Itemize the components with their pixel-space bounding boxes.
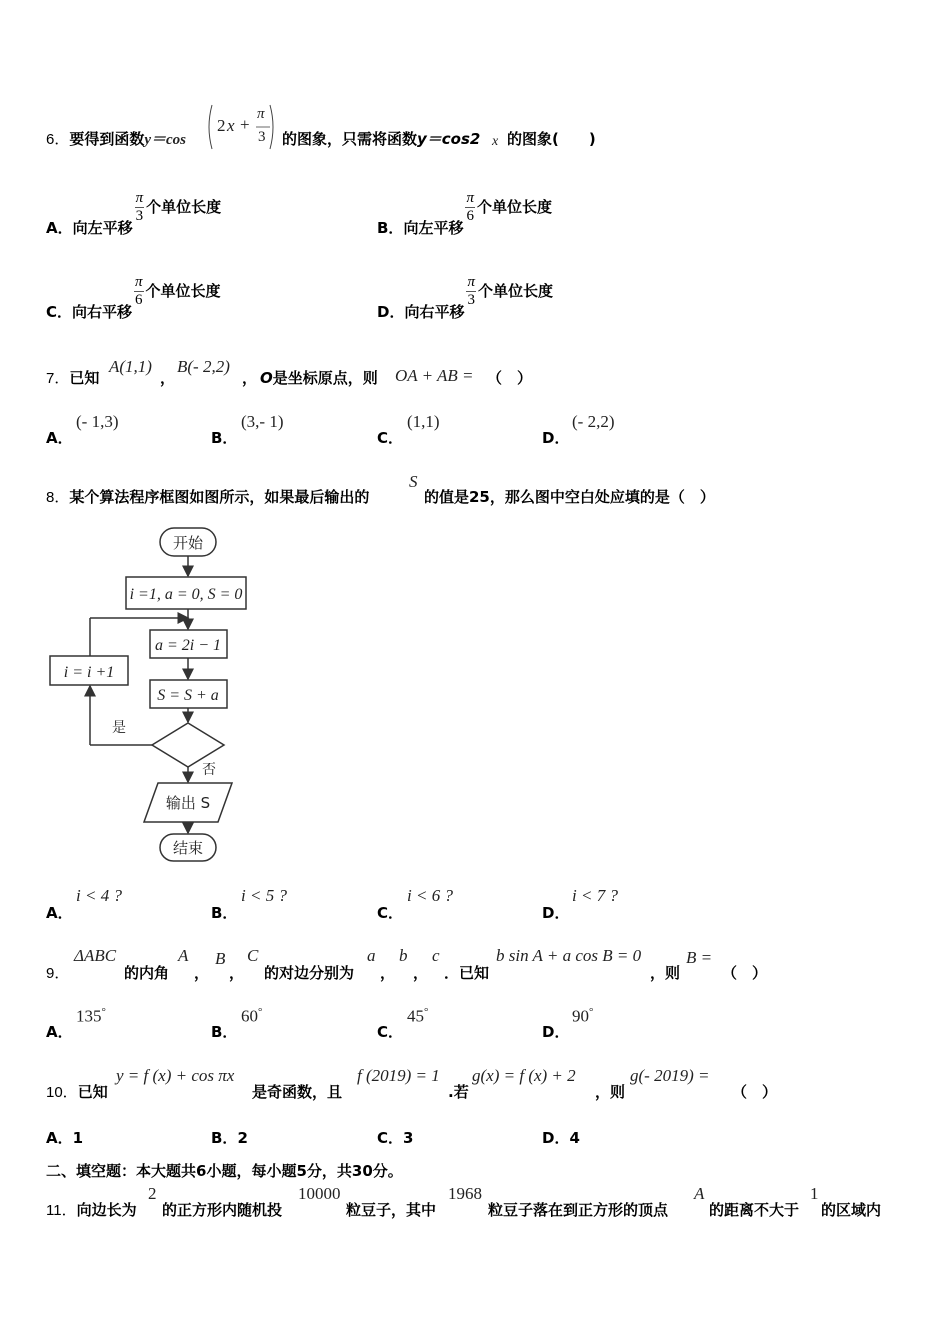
flow-end-label: 结束 xyxy=(172,839,204,857)
q9-option-b-letter: B． xyxy=(211,1023,238,1041)
q10-text-c: .若 xyxy=(448,1083,469,1101)
q11-total-beans: 10000 xyxy=(298,1184,341,1203)
q8-number: 8． xyxy=(46,489,70,506)
q9-comma-3: ， xyxy=(380,964,396,982)
q10-option-c-value: 3 xyxy=(403,1129,414,1147)
q11-text-c: 粒豆子，其中 xyxy=(346,1201,437,1219)
q6-option-c[interactable] xyxy=(46,274,221,321)
q6-option-d-letter: D． xyxy=(377,303,405,321)
q10-text-d: ，则 xyxy=(595,1083,626,1101)
q7-text-c: （ ） xyxy=(487,369,533,387)
q10-function: y = f (x) + cos πx xyxy=(116,1066,235,1085)
q10-option-a-value: 1 xyxy=(72,1129,84,1147)
q9-side-a: a xyxy=(367,946,376,965)
q9-comma-1: ， xyxy=(194,964,210,982)
q10-option-c-letter: C． xyxy=(377,1129,404,1147)
q7-point-b: B(- 2,2) xyxy=(177,357,230,376)
q9-angle-b: B xyxy=(215,949,226,968)
q8-option-d-value: i < 7 ? xyxy=(572,886,618,905)
q11-inside-beans: 1968 xyxy=(448,1184,482,1203)
q6-option-d[interactable] xyxy=(377,274,553,321)
q10-text-e: （ ） xyxy=(732,1083,778,1101)
flow-start-label: 开始 xyxy=(172,534,204,552)
q7-number: 7． xyxy=(46,370,70,387)
q8-option-b-value: i < 5 ? xyxy=(241,886,287,905)
q6-option-c-letter: C． xyxy=(46,303,73,321)
q6-func2: y＝cos2 xyxy=(417,130,481,148)
q6-option-c-pre: 向右平移 xyxy=(72,303,133,321)
flow-no-label: 否 xyxy=(202,762,216,778)
q11-text-d: 粒豆子落在到正方形的顶点 xyxy=(488,1201,669,1219)
q8-s-variable: S xyxy=(409,472,418,491)
q6-option-b[interactable] xyxy=(377,190,552,237)
q10-stem xyxy=(46,1081,108,1102)
q6-stem xyxy=(46,128,186,149)
q10-g-definition: g(x) = f (x) + 2 xyxy=(472,1066,576,1085)
q7-option-b-value: (3,- 1) xyxy=(241,412,284,431)
q9-number: 9． xyxy=(46,965,70,982)
q6-arg-2: 2 xyxy=(217,116,226,135)
q6-option-a-pre: 向左平移 xyxy=(72,219,133,237)
q7-stem-rest xyxy=(260,367,378,388)
q6-text-a: 要得到函数 xyxy=(69,130,145,148)
q7-comma-1: ， xyxy=(160,369,176,387)
q6-option-d-fraction: $\frac{\pi}{3}$ xyxy=(467,274,475,308)
section-2-heading: 二、填空题：本大题共6小题，每小题5分，共30分。 xyxy=(46,1162,403,1180)
flow-increment-label: i = i +1 xyxy=(63,664,115,681)
q7-option-b-letter: B． xyxy=(211,429,238,447)
q11-vertex-a: A xyxy=(694,1184,705,1203)
q6-stem-rest xyxy=(282,128,480,149)
q6-arg-3: 3 xyxy=(258,129,266,145)
q7-expression: OA + AB = xyxy=(395,366,474,385)
q8-option-a-value: i < 4 ? xyxy=(76,886,122,905)
q7-stem xyxy=(46,367,99,388)
q6-option-a-post: 个单位长度 xyxy=(146,198,222,216)
q7-point-a: A(1,1) xyxy=(109,357,152,376)
q9-text-d: ，则 xyxy=(650,964,681,982)
q8-stem xyxy=(46,486,369,507)
q9-option-d-value: 90° xyxy=(572,1006,594,1026)
q6-option-c-fraction: $\frac{\pi}{6}$ xyxy=(135,274,143,308)
q9-option-c-value: 45° xyxy=(407,1006,429,1026)
q7-option-d-letter: D． xyxy=(542,429,570,447)
q6-option-b-letter: B． xyxy=(377,219,404,237)
q11-text-a: 向边长为 xyxy=(76,1201,137,1219)
q10-question: g(- 2019) = xyxy=(630,1066,710,1085)
q8-option-a-letter: A． xyxy=(46,904,73,922)
q9-angle-c: C xyxy=(247,946,259,965)
q7-option-c-value: (1,1) xyxy=(407,412,440,431)
q6-option-b-pre: 向左平移 xyxy=(403,219,464,237)
q11-text-e: 的距离不大于 xyxy=(709,1201,800,1219)
q10-text-a: 已知 xyxy=(77,1083,108,1101)
flow-yes-label: 是 xyxy=(112,720,126,736)
q8-text-b: 的值是25，那么图中空白处应填的是（ ） xyxy=(424,488,715,506)
q7-option-c-letter: C． xyxy=(377,429,404,447)
q9-side-b: b xyxy=(399,946,408,965)
q9-option-d-letter: D． xyxy=(542,1023,570,1041)
q8-option-c-letter: C． xyxy=(377,904,404,922)
q10-option-d-value: 4 xyxy=(569,1129,580,1147)
q7-comma-2: ， xyxy=(242,369,258,387)
flow-init-label: i =1, a = 0, S = 0 xyxy=(129,586,243,603)
q9-text-e: （ ） xyxy=(722,964,768,982)
q11-side-length: 2 xyxy=(148,1184,157,1203)
q10-option-d-letter: D． xyxy=(542,1129,570,1147)
q9-side-c: c xyxy=(432,946,440,965)
q11-number: 11． xyxy=(46,1202,77,1219)
q10-option-a[interactable] xyxy=(46,1127,83,1148)
q6-func1: y＝cos xyxy=(144,132,187,148)
q6-argument xyxy=(204,103,276,151)
q7-option-a-letter: A． xyxy=(46,429,73,447)
q6-text-c: 的图象( ) xyxy=(507,130,596,148)
q7-option-a-value: (- 1,3) xyxy=(76,412,119,431)
q7-text-b: 是坐标原点，则 xyxy=(272,369,378,387)
q10-option-a-letter: A． xyxy=(46,1129,73,1147)
q10-number: 10． xyxy=(46,1084,78,1101)
q9-text-a: 的内角 xyxy=(124,964,170,982)
q6-number: 6． xyxy=(46,131,70,148)
q6-option-a[interactable] xyxy=(46,190,222,237)
q8-text-a: 某个算法程序框图如图所示，如果最后输出的 xyxy=(69,488,370,506)
q8-option-c-value: i < 6 ? xyxy=(407,886,453,905)
q10-text-b: 是奇函数，且 xyxy=(252,1083,343,1101)
q8-flowchart xyxy=(40,522,260,867)
flow-output-label: 输出 S xyxy=(165,794,211,812)
q11-text-f: 的区域内 xyxy=(821,1201,882,1219)
flow-step-s-label: S = S + a xyxy=(157,687,219,704)
q9-option-c-letter: C． xyxy=(377,1023,404,1041)
q9-option-a-letter: A． xyxy=(46,1023,73,1041)
q6-option-a-fraction: $\frac{\pi}{3}$ xyxy=(135,190,144,224)
flow-decision-diamond xyxy=(152,723,224,767)
q6-text-b: 的图象，只需将函数 xyxy=(282,130,418,148)
q9-comma-4: ， xyxy=(413,964,429,982)
q9-option-a-value: 135° xyxy=(76,1006,106,1026)
q6-func2-x: x xyxy=(492,134,499,149)
q9-comma-2: ， xyxy=(229,964,245,982)
q9-text-c: ．已知 xyxy=(444,964,490,982)
q6-option-c-post: 个单位长度 xyxy=(145,282,221,300)
q9-b-equals: B = xyxy=(686,948,713,967)
q7-option-d-value: (- 2,2) xyxy=(572,412,615,431)
q7-origin-o: O xyxy=(260,369,273,387)
flow-step-a-label: a = 2i − 1 xyxy=(154,637,222,654)
q11-stem xyxy=(46,1199,137,1220)
q6-arg-x: x xyxy=(227,116,235,135)
q6-option-a-letter: A． xyxy=(46,219,73,237)
q9-triangle: ΔABC xyxy=(74,946,117,965)
q8-option-b-letter: B． xyxy=(211,904,238,922)
q10-option-c[interactable] xyxy=(377,1127,413,1148)
q11-radius: 1 xyxy=(810,1184,819,1203)
q9-angle-a: A xyxy=(178,946,189,965)
q11-text-b: 的正方形内随机投 xyxy=(162,1201,283,1219)
q9-equation: b sin A + a cos B = 0 xyxy=(496,946,642,965)
q7-text-a: 已知 xyxy=(69,369,100,387)
q10-option-b-letter: B． xyxy=(211,1129,238,1147)
q10-option-b-value: 2 xyxy=(237,1129,248,1147)
q10-option-b[interactable] xyxy=(211,1127,248,1148)
q6-arg-plus: + xyxy=(240,115,250,134)
q10-given: f (2019) = 1 xyxy=(357,1066,440,1085)
q9-text-b: 的对边分别为 xyxy=(264,964,355,982)
q9-option-b-value: 60° xyxy=(241,1006,263,1026)
q6-option-b-post: 个单位长度 xyxy=(476,198,552,216)
q6-option-b-fraction: $\frac{\pi}{6}$ xyxy=(466,190,474,224)
q6-arg-pi: π xyxy=(257,106,265,122)
q6-option-d-post: 个单位长度 xyxy=(477,282,553,300)
q10-option-d[interactable] xyxy=(542,1127,580,1148)
q6-option-d-pre: 向右平移 xyxy=(404,303,465,321)
q8-option-d-letter: D． xyxy=(542,904,570,922)
